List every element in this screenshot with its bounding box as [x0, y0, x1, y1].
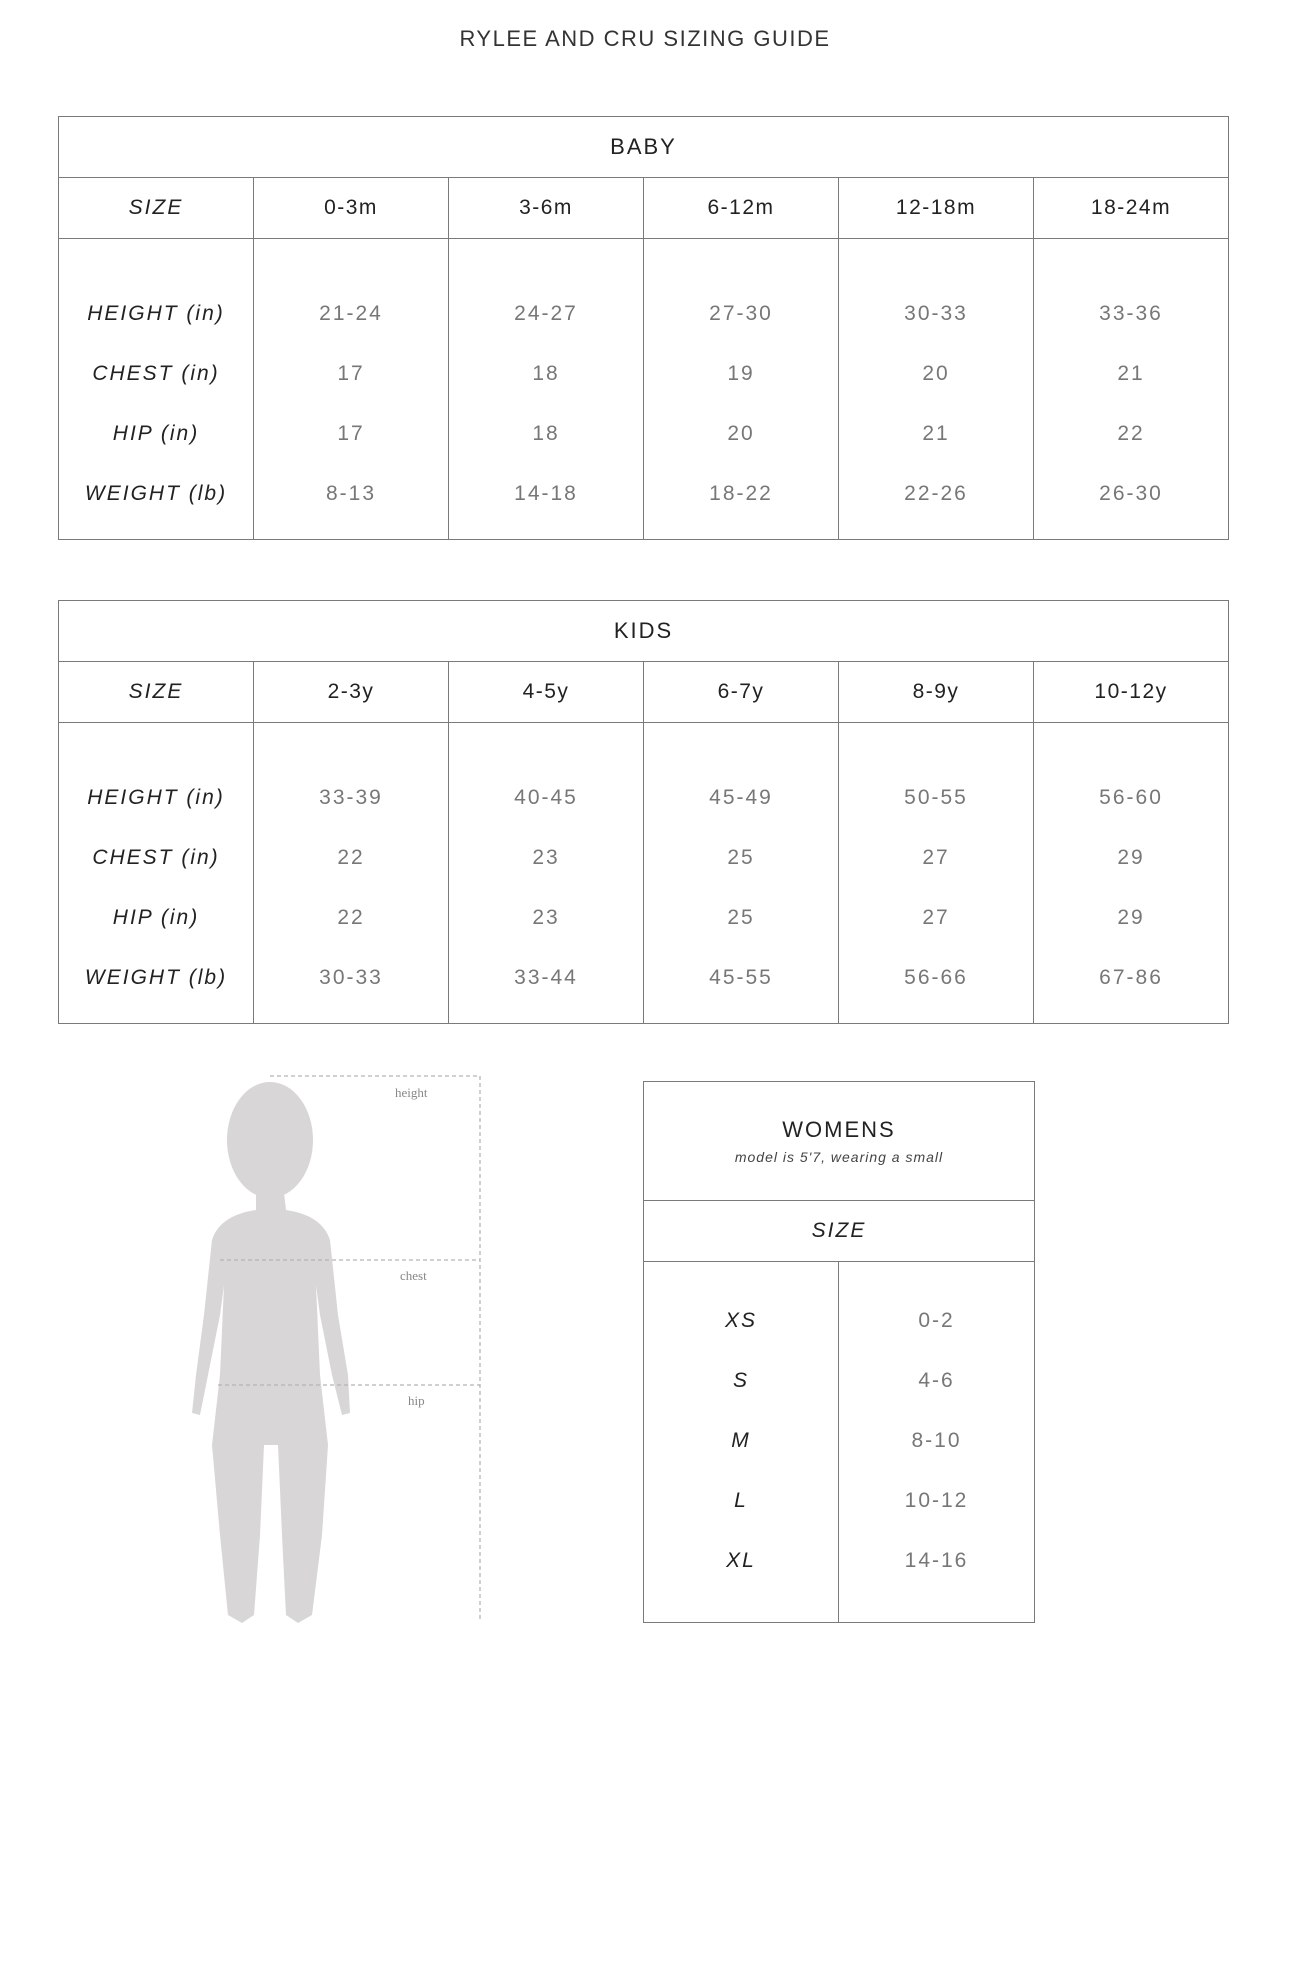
weight-value: 8-13 [325, 481, 377, 505]
letter-size: L [734, 1489, 748, 1512]
height-value: 33-36 [1099, 301, 1163, 325]
measurement-labels [59, 723, 254, 1024]
womens-number-sizes [839, 1262, 1035, 1623]
kids-size-header: 2-3y [254, 662, 449, 723]
number-size: 0-2 [918, 1309, 955, 1332]
hip-label: HIP (in) [112, 905, 200, 929]
chest-value: 23 [532, 845, 560, 869]
hip-value: 22 [337, 905, 365, 929]
womens-size-table [643, 1081, 1035, 1623]
womens-heading-cell [644, 1082, 1035, 1201]
weight-value: 33-44 [514, 965, 578, 989]
hip-value: 27 [922, 905, 950, 929]
weight-label: WEIGHT (lb) [84, 965, 228, 989]
kids-heading: KIDS [59, 601, 1229, 662]
kids-size-header: 6-7y [644, 662, 839, 723]
baby-size-table [58, 116, 1229, 540]
weight-value: 18-22 [709, 481, 773, 505]
kids-size-column [449, 723, 644, 1024]
chest-value: 18 [532, 361, 560, 385]
height-value: 40-45 [514, 785, 578, 809]
height-label: HEIGHT (in) [87, 301, 225, 325]
letter-size: XS [724, 1309, 757, 1332]
number-size: 10-12 [904, 1489, 969, 1512]
weight-value: 45-55 [709, 965, 773, 989]
letter-size: XL [726, 1549, 756, 1572]
weight-label: WEIGHT (lb) [84, 481, 228, 505]
number-size: 8-10 [911, 1429, 962, 1452]
height-value: 27-30 [709, 301, 773, 325]
baby-size-column [839, 239, 1034, 540]
baby-size-header: 0-3m [254, 178, 449, 239]
letter-size: S [732, 1369, 749, 1392]
baby-size-header: 18-24m [1034, 178, 1229, 239]
hip-value: 21 [922, 421, 950, 445]
chest-value: 22 [337, 845, 365, 869]
hip-value: 25 [727, 905, 755, 929]
size-label: SIZE [59, 178, 254, 239]
baby-size-column [1034, 239, 1229, 540]
chest-guide-label: chest [400, 1268, 427, 1283]
chest-value: 25 [727, 845, 755, 869]
weight-value: 26-30 [1099, 481, 1163, 505]
kids-size-header: 10-12y [1034, 662, 1229, 723]
chest-value: 20 [922, 361, 950, 385]
chest-value: 29 [1117, 845, 1145, 869]
size-label: SIZE [59, 662, 254, 723]
height-value: 50-55 [904, 785, 968, 809]
hip-value: 22 [1117, 421, 1145, 445]
weight-value: 22-26 [904, 481, 968, 505]
hip-value: 18 [532, 421, 560, 445]
chest-value: 19 [727, 361, 755, 385]
weight-value: 30-33 [319, 965, 383, 989]
height-value: 45-49 [709, 785, 773, 809]
kids-size-column [839, 723, 1034, 1024]
kids-size-header: 8-9y [839, 662, 1034, 723]
height-guide-label: height [395, 1085, 428, 1100]
kids-size-header: 4-5y [449, 662, 644, 723]
baby-size-column [644, 239, 839, 540]
baby-size-column [449, 239, 644, 540]
chest-value: 27 [922, 845, 950, 869]
kids-size-column [1034, 723, 1229, 1024]
chest-label: CHEST (in) [92, 361, 220, 385]
hip-guide-label: hip [408, 1393, 425, 1408]
baby-size-column [254, 239, 449, 540]
height-value: 33-39 [319, 785, 383, 809]
page-title: RYLEE AND CRU SIZING GUIDE [459, 26, 831, 51]
weight-value: 56-66 [904, 965, 968, 989]
height-label: HEIGHT (in) [87, 785, 225, 809]
womens-heading: WOMENS [782, 1117, 896, 1142]
height-value: 21-24 [319, 301, 383, 325]
measurement-figure [160, 1075, 500, 1640]
hip-label: HIP (in) [112, 421, 200, 445]
hip-value: 17 [337, 421, 365, 445]
baby-heading: BABY [59, 117, 1229, 178]
weight-value: 67-86 [1099, 965, 1163, 989]
womens-model-note: model is 5'7, wearing a small [734, 1149, 944, 1165]
baby-size-header: 3-6m [449, 178, 644, 239]
womens-letter-sizes [644, 1262, 839, 1623]
weight-value: 14-18 [514, 481, 578, 505]
kids-size-column [644, 723, 839, 1024]
womens-size-label: SIZE [644, 1201, 1035, 1262]
kids-size-column [254, 723, 449, 1024]
height-value: 30-33 [904, 301, 968, 325]
hip-value: 20 [727, 421, 755, 445]
chest-label: CHEST (in) [92, 845, 220, 869]
measurement-labels [59, 239, 254, 540]
number-size: 4-6 [918, 1369, 955, 1392]
hip-value: 29 [1117, 905, 1145, 929]
hip-value: 23 [532, 905, 560, 929]
child-silhouette-icon [160, 1075, 500, 1635]
height-value: 56-60 [1099, 785, 1163, 809]
number-size: 14-16 [904, 1549, 969, 1572]
baby-size-header: 6-12m [644, 178, 839, 239]
letter-size: M [731, 1429, 751, 1452]
kids-size-table [58, 600, 1229, 1024]
chest-value: 21 [1117, 361, 1145, 385]
chest-value: 17 [337, 361, 365, 385]
baby-size-header: 12-18m [839, 178, 1034, 239]
height-value: 24-27 [514, 301, 578, 325]
